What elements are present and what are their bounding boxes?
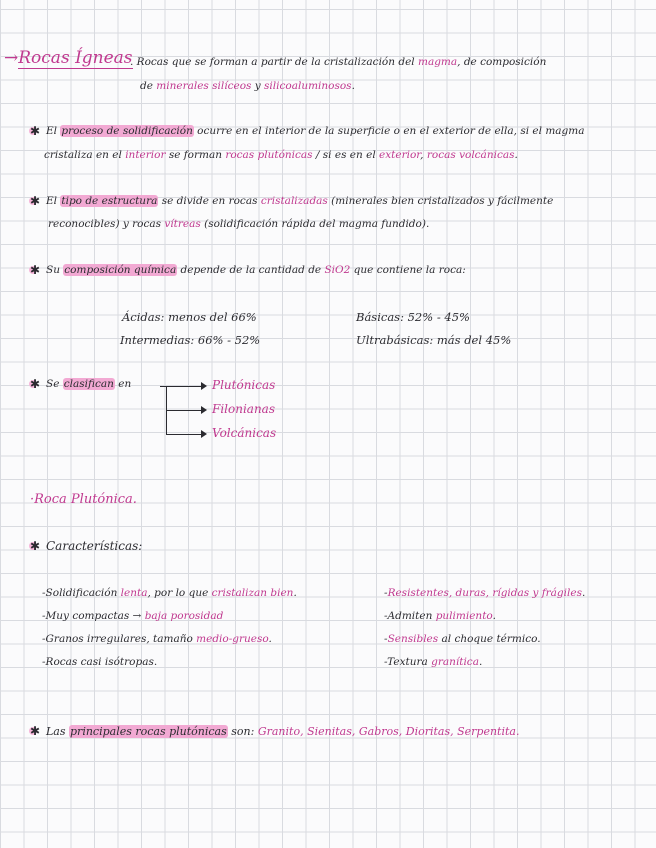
bullet-icon: ✱ <box>30 539 41 553</box>
bullet-icon: ✱ <box>30 724 41 738</box>
highlight: clasifican <box>63 378 114 390</box>
paragraph-principal-rocks: Las principales rocas plutónicas son: Granito, Sienitas, Gabros, Dioritas, Serpentita. <box>46 725 520 738</box>
right-list-item: -Textura granítica. <box>384 656 483 668</box>
highlight: principales rocas plutónicas <box>70 725 227 738</box>
title-definition-line2: de minerales silíceos y silicoaluminosos. <box>140 80 355 92</box>
arrowhead-icon <box>201 382 207 390</box>
bullet-icon: ✱ <box>30 194 41 208</box>
composition-intermedias: Intermedias: 66% - 52% <box>120 333 261 347</box>
right-list-item: -Resistentes, duras, rígidas y frágiles. <box>384 587 586 599</box>
bullet-icon: ✱ <box>30 377 41 391</box>
branch-label-plutonicas: Plutónicas <box>212 378 276 392</box>
title-word: Rocas Ígneas <box>18 48 133 68</box>
branch-label-volcanicas: Volcánicas <box>212 426 277 440</box>
title-definition-line1: . Rocas que se forman a partir de la cristalización del magma, de composición <box>130 56 547 68</box>
left-list-item: -Solidificación lenta, por lo que cristalizan bien. <box>42 587 297 599</box>
right-list-item: -Admiten pulimiento. <box>384 610 496 622</box>
branch-line-2 <box>166 410 202 411</box>
branch-line-3 <box>166 434 202 435</box>
branch-label-filonianas: Filonianas <box>212 402 275 416</box>
page-title <box>4 48 133 68</box>
paragraph-composition: Su composición química depende de la cantidad de SiO2 que contiene la roca: <box>46 264 466 276</box>
section-title: ·Roca Plutónica. <box>30 492 137 507</box>
composition-basicas: Básicas: 52% - 45% <box>356 310 470 324</box>
paragraph-structure-line2: reconocibles) y rocas vítreas (solidificación rápida del magma fundido). <box>48 218 430 230</box>
bullet-icon: ✱ <box>30 263 41 277</box>
composition-acidas: Ácidas: menos del 66% <box>122 310 257 324</box>
characteristics-heading: Características: <box>46 539 143 553</box>
right-list-item: -Sensibles al choque térmico. <box>384 633 541 645</box>
arrowhead-icon <box>201 430 207 438</box>
bullet-icon: ✱ <box>30 124 41 138</box>
arrow-icon: → <box>4 48 19 68</box>
left-list-item: -Muy compactas → baja porosidad <box>42 610 224 622</box>
paragraph-structure-line1: El tipo de estructura se divide en rocas cristalizadas (minerales bien cristalizados y fácilmente <box>46 195 554 207</box>
composition-ultrabasicas: Ultrabásicas: más del 45% <box>356 333 512 347</box>
left-list-item: -Rocas casi isótropas. <box>42 656 158 668</box>
arrowhead-icon <box>201 406 207 414</box>
highlight: tipo de estructura <box>61 195 158 207</box>
paragraph-solidification-line1: El proceso de solidificación ocurre en el interior de la superficie o en el exterior de ella, si el magma <box>46 125 585 137</box>
highlight: composición química <box>64 264 177 276</box>
paragraph-classification: Se clasifican en <box>46 378 132 390</box>
left-list-item: -Granos irregulares, tamaño medio-grueso. <box>42 633 272 645</box>
paragraph-solidification-line2: cristaliza en el interior se forman rocas plutónicas / si es en el exterior, rocas volcánicas. <box>44 149 518 161</box>
highlight: proceso de solidificación <box>61 125 193 137</box>
